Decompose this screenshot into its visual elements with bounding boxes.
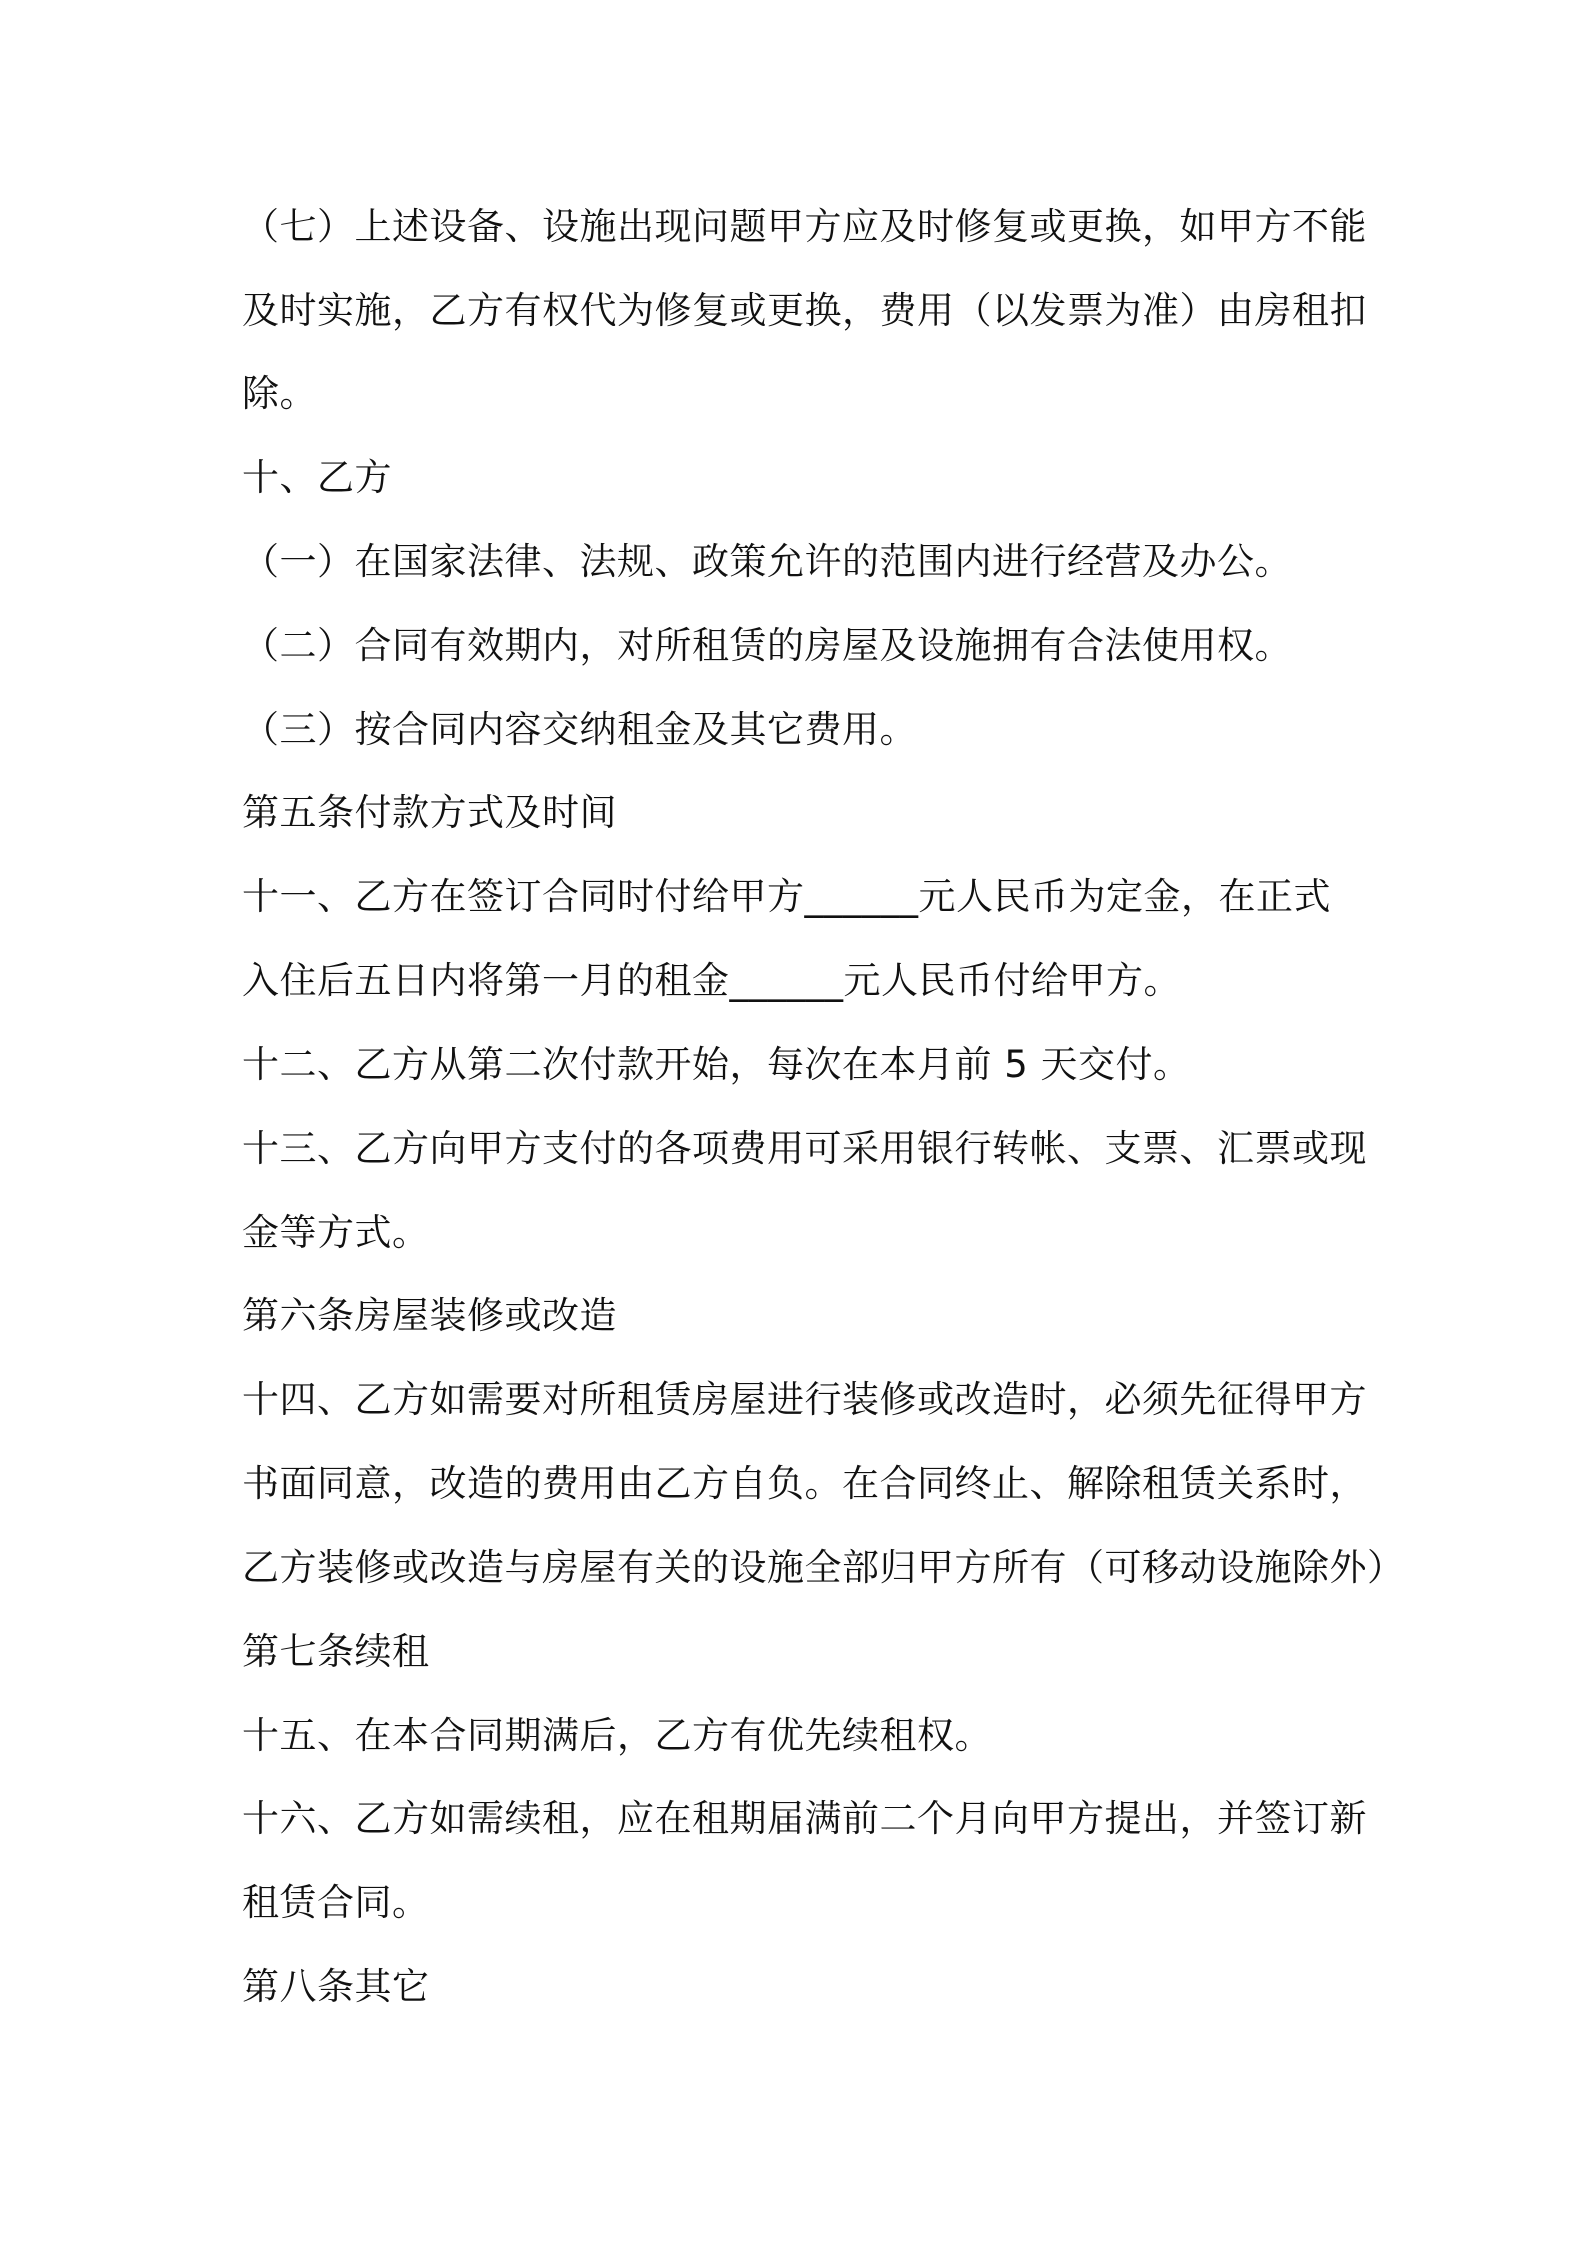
article-8-heading: 第八条其它 <box>242 1965 430 2008</box>
clause-10-1: （一）在国家法律、法规、政策允许的范围内进行经营及办公。 <box>242 540 1292 583</box>
section-10-heading: 十、乙方 <box>242 456 392 499</box>
clause-7-line-2: 及时实施，乙方有权代为修复或更换，费用（以发票为准）由房租扣 <box>242 289 1367 332</box>
clause-14-line-1: 十四、乙方如需要对所租赁房屋进行装修或改造时，必须先征得甲方 <box>242 1378 1367 1421</box>
clause-16-line-2: 租赁合同。 <box>242 1881 430 1924</box>
clause-13-line-1: 十三、乙方向甲方支付的各项费用可采用银行转帐、支票、汇票或现 <box>242 1127 1367 1170</box>
clause-7-line-1: （七）上述设备、设施出现问题甲方应及时修复或更换，如甲方不能 <box>242 205 1367 248</box>
article-5-heading: 第五条付款方式及时间 <box>242 791 617 834</box>
clause-10-2: （二）合同有效期内，对所租赁的房屋及设施拥有合法使用权。 <box>242 624 1292 667</box>
clause-11-line-2: 入住后五日内将第一月的租金______元人民币付给甲方。 <box>242 959 1181 1002</box>
clause-10-3: （三）按合同内容交纳租金及其它费用。 <box>242 708 917 751</box>
clause-15: 十五、在本合同期满后，乙方有优先续租权。 <box>242 1714 992 1757</box>
clause-11-line-1: 十一、乙方在签订合同时付给甲方______元人民币为定金，在正式 <box>242 875 1331 918</box>
article-6-heading: 第六条房屋装修或改造 <box>242 1294 617 1337</box>
article-7-heading: 第七条续租 <box>242 1630 430 1673</box>
clause-12: 十二、乙方从第二次付款开始，每次在本月前 5 天交付。 <box>242 1043 1191 1086</box>
clause-7-line-3: 除。 <box>242 372 317 415</box>
clause-14-line-3: 乙方装修或改造与房屋有关的设施全部归甲方所有（可移动设施除外） <box>242 1546 1405 1589</box>
clause-13-line-2: 金等方式。 <box>242 1211 430 1254</box>
clause-16-line-1: 十六、乙方如需续租，应在租期届满前二个月向甲方提出，并签订新 <box>242 1797 1367 1840</box>
clause-14-line-2: 书面同意，改造的费用由乙方自负。在合同终止、解除租赁关系时， <box>242 1462 1367 1505</box>
